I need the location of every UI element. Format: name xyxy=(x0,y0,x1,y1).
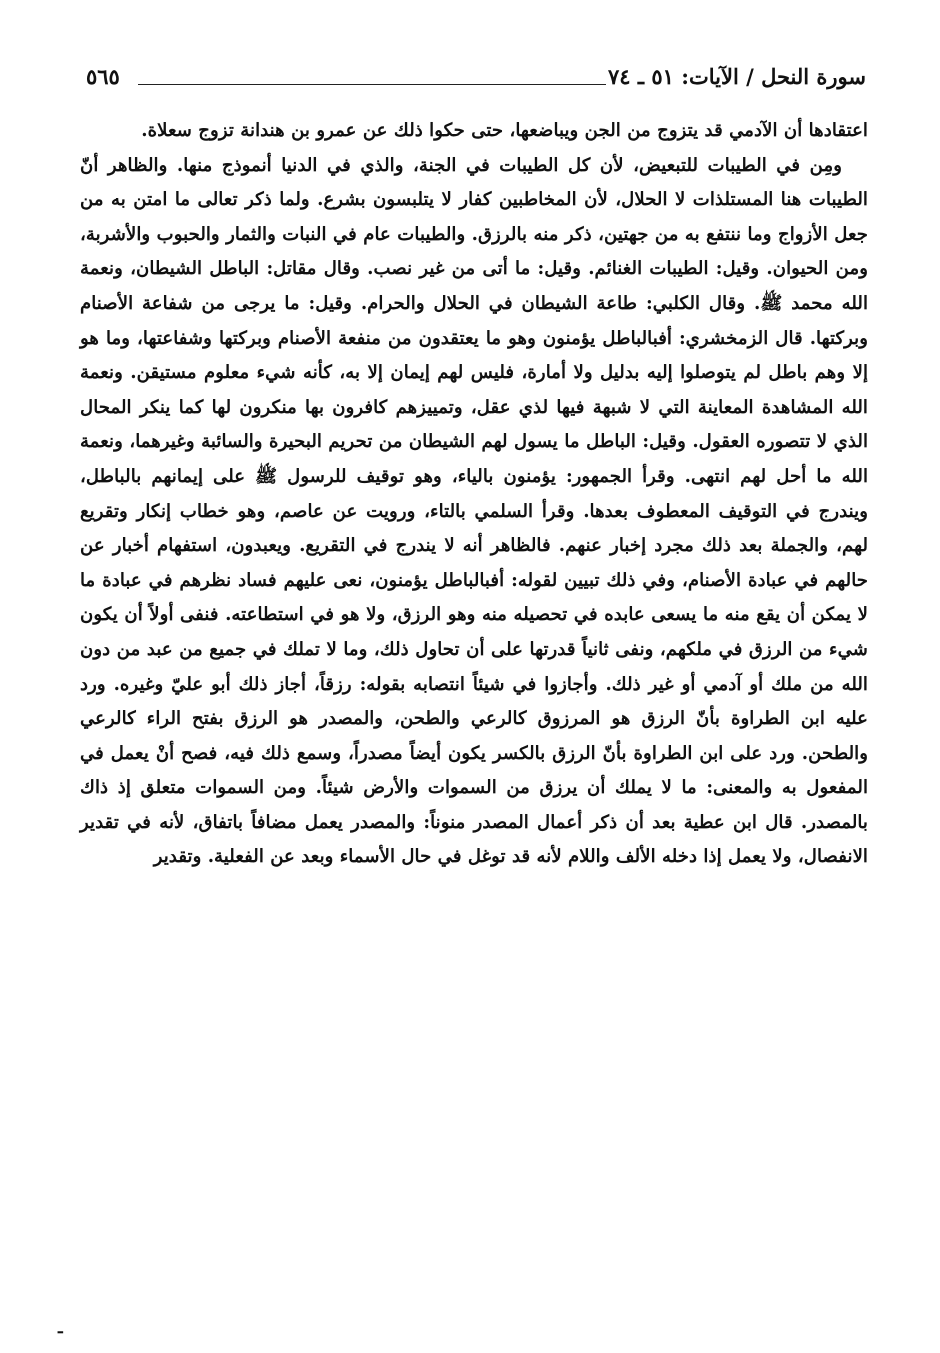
paragraph-2: ومِن في الطيبات للتبعيض، لأن كل الطيبات في الجنة، والذي في الدنيا أنموذج منها. والظاهر أنّ الطيبات هنا المستلذات لا الحلال، لأن المخاطبين كفار لا يتلبسون بشرع. ولما ذكر تعالى ما امتن به من جعل الأزواج وما ننتفع به من جهتين، ذكر منه بالرزق. والطيبات عام في النبات والثمار والحبوب والأشربة، ومن الحيوان. وقيل: الطيبات الغنائم. وقيل: ما أتى من غير نصب. وقال مقاتل: الباطل الشيطان، ونعمة الله محمد ﷺ. وقال الكلبي: طاعة الشيطان في الحلال والحرام. وقيل: ما يرجى من شفاعة الأصنام وبركتها. قال الزمخشري: أفبالباطل يؤمنون وهو ما يعتقدون من منفعة الأصنام وبركتها وشفاعتها، وما هو إلا وهم باطل لم يتوصلوا إليه بدليل ولا أمارة، فليس لهم إيمان إلا به، كأنه شيء معلوم مستيقن. ونعمة الله المشاهدة المعاينة التي لا شبهة فيها لذي عقل، وتمييزهم كافرون بها منكرون لها كما ينكر المحال الذي لا تتصوره العقول. وقيل: الباطل ما يسول لهم الشيطان من تحريم البحيرة والسائبة وغيرهما، ونعمة الله ما أحل لهم انتهى. وقرأ الجمهور: يؤمنون بالياء، وهو توقيف للرسول ﷺ على إيمانهم بالباطل، ويندرج في التوقيف المعطوف بعدها. وقرأ السلمي بالتاء، ورويت عن عاصم، وهو خطاب إنكار وتقريع لهم، والجملة بعد ذلك مجرد إخبار عنهم. فالظاهر أنه لا يندرج في التقريع. ويعبدون، استفهام أخبار عن حالهم في عبادة الأصنام، وفي ذلك تبيين لقوله: أفبالباطل يؤمنون، نعى عليهم فساد نظرهم في عبادة ما لا يمكن أن يقع منه ما يسعى عابده في تحصيله منه وهو الرزق، ولا هو في استطاعته. فنفى أولاً أن يكون شيء من الرزق في ملكهم، ونفى ثانياً قدرتها على أن تحاول ذلك، وما لا تملك في جميع من عبد من دون الله من ملك أو آدمي أو غير ذلك. وأجازوا في شيئاً انتصابه بقوله: رزقاً، أجاز ذلك أبو عليّ وغيره. ورد عليه ابن الطراوة بأنّ الرزق هو المرزوق كالرعي والطحن، والمصدر هو الرزق بفتح الراء كالرعي والطحن. ورد على ابن الطراوة بأنّ الرزق بالكسر يكون أيضاً مصدراً، وسمع ذلك فيه، فصح أنْ يعمل في المفعول به والمعنى: ما لا يملك أن يرزق من السموات والأرض شيئاً. ومن السموات متعلق إذ ذاك بالمصدر. قال ابن عطية بعد أن ذكر أعمال المصدر منوناً: والمصدر يعمل مضافاً باتفاق، لأنه في تقدير الانفصال، ولا يعمل إذا دخله الألف واللام لأنه قد توغل في حال الأسماء وبعد عن الفعلية. وتقدير xyxy=(80,154,868,868)
paragraph-1: اعتقادها أن الآدمي قد يتزوج من الجن ويباضعها، حتى حكوا ذلك عن عمرو بن هندانة تزوج سعلاة. xyxy=(141,120,868,141)
header-rule xyxy=(138,84,606,85)
footer-mark: ـ xyxy=(58,1318,63,1337)
running-header xyxy=(86,58,866,98)
body-text xyxy=(80,114,868,875)
page-number: ٥٦٥ xyxy=(86,64,126,89)
header-title: سورة النحل / الآيات: ٥١ ـ ٧٤ xyxy=(600,64,866,89)
